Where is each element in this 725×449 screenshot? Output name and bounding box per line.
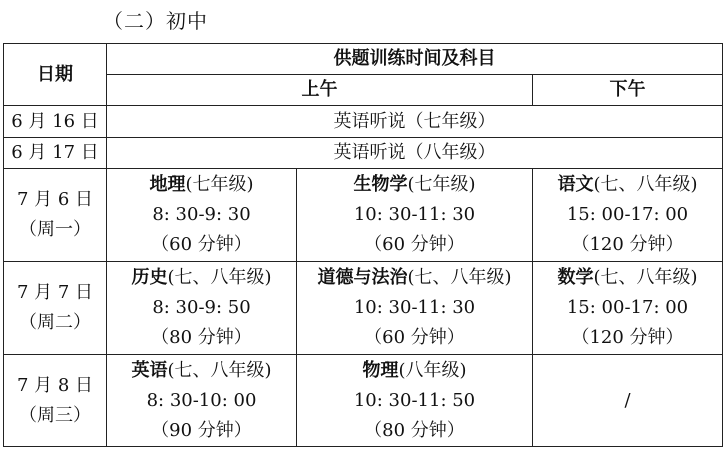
time-text: 8: 30-10: 00 [146,389,257,411]
slot-cell [533,169,723,262]
header-subrow [4,75,723,106]
time-text: 8: 30-9: 50 [152,297,251,318]
row-date: 6 月 17 日 [4,138,107,169]
header-date: 日期 [4,44,107,106]
subject-name: 地理 [149,174,186,195]
duration-text: （60 分钟） [364,234,465,255]
subject-name: 道德与法治 [317,267,408,288]
grade-text: (七年级) [407,174,476,195]
empty-slot-cell: / [533,355,723,447]
table-row [4,262,723,355]
grade-text: (七年级) [185,174,254,195]
grade-text: (七、八年级) [167,359,272,381]
subject-name: 语文 [557,174,594,195]
slot-cell [107,262,297,355]
table-row [4,138,723,169]
row-date [4,169,107,262]
row-date [4,355,107,447]
row-date [4,262,107,355]
slot-cell [297,169,533,262]
weekday-text: （周二） [19,312,91,333]
date-text: 7 月 8 日 [16,374,94,396]
duration-text: （80 分钟） [364,419,465,441]
weekday-text: （周一） [19,219,91,240]
duration-text: （60 分钟） [364,327,465,348]
duration-text: （60 分钟） [151,234,252,255]
grade-text: (八年级) [398,359,467,381]
header-afternoon: 下午 [533,75,723,106]
header-morning: 上午 [107,75,533,106]
duration-text: （90 分钟） [151,419,252,441]
grade-text: (七、八年级) [407,267,512,288]
grade-text: (七、八年级) [593,267,698,288]
time-text: 10: 30-11: 30 [353,204,476,225]
time-text: 15: 00-17: 00 [566,297,689,318]
weekday-text: （周三） [19,404,91,426]
header-row [4,44,723,75]
grade-text: (七、八年级) [167,267,272,288]
row-date: 6 月 16 日 [4,106,107,138]
table-row [4,169,723,262]
slot-cell [533,262,723,355]
subject-name: 生物学 [353,174,408,195]
time-text: 15: 00-17: 00 [566,204,689,225]
subject-name: 英语 [131,359,168,381]
date-text: 7 月 6 日 [16,189,94,210]
table-row [4,355,723,447]
grade-text: (七、八年级) [593,174,698,195]
time-text: 10: 30-11: 50 [353,389,476,411]
exam-schedule-table [3,43,723,447]
listening-cell: 英语听说（八年级） [107,138,723,169]
subject-name: 历史 [131,267,168,288]
subject-name: 物理 [362,359,399,381]
time-text: 8: 30-9: 30 [152,204,251,225]
header-title: 供题训练时间及科目 [107,44,723,75]
table-row [4,106,723,138]
slot-cell [107,169,297,262]
subject-name: 数学 [557,267,594,288]
slot-cell [297,262,533,355]
duration-text: （80 分钟） [151,327,252,348]
slot-cell [297,355,533,447]
listening-cell: 英语听说（七年级） [107,106,723,138]
slot-cell [107,355,297,447]
duration-text: （120 分钟） [571,327,684,348]
time-text: 10: 30-11: 30 [353,297,476,318]
date-text: 7 月 7 日 [16,282,94,303]
duration-text: （120 分钟） [571,234,684,255]
section-heading: （二）初中 [103,9,208,33]
